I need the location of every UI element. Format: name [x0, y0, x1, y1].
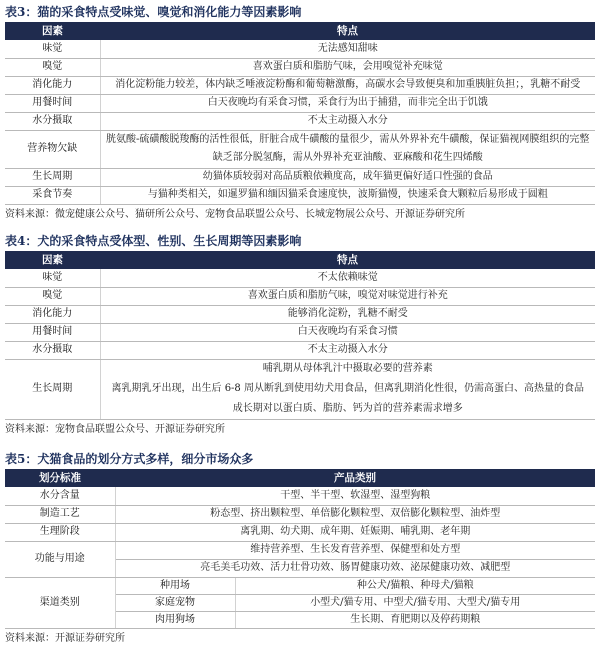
table-row: [5, 40, 595, 58]
factor-cell: 采食节奏: [5, 186, 100, 204]
table4: [5, 251, 595, 420]
channel-cell: 肉用狗场: [115, 611, 235, 628]
table5-source: 资料来源：开源证券研究所: [5, 632, 125, 644]
factor-cell: 味觉: [5, 269, 100, 287]
feature-cell: 与猫种类相关，如暹罗猫和缅因猫采食速度快，波斯猫慢，快速采食大颗粒后易形成于圆粗: [100, 186, 595, 204]
feature-cell: 喜欢蛋白质和脂肪气味，会用嗅觉补充味觉: [100, 58, 595, 76]
factor-cell: 生长周期: [5, 168, 100, 186]
table-row: [5, 577, 595, 594]
feature-cell: 白天夜晚均有采食习惯: [100, 323, 595, 341]
criterion-cell: 渠道类别: [5, 577, 115, 628]
category-cell: 离乳期、幼犬期、成年期、妊娠期、哺乳期、老年期: [115, 523, 595, 541]
table-row: [5, 541, 595, 559]
feature-cell: 幼猫体质较弱对高品质粮依赖度高，成年猫更偏好适口性强的食品: [100, 168, 595, 186]
feature-cell: 胱氨酸-硫磺酸脱羧酶的活性很低，肝脏合成牛磺酸的量很少，需从外界补充牛磺酸，保证猫视网膜组织的完整: [106, 133, 590, 145]
feature-cell: 离乳期乳牙出现，出生后 6-8 周从断乳到使用幼犬用食品，但离乳期消化性很，仍需高蛋白、高热量的食品: [111, 383, 584, 394]
factor-cell: 水分摄取: [5, 341, 100, 359]
factor-cell: 消化能力: [5, 76, 100, 94]
table5-header-category: 产品类别: [115, 469, 595, 487]
table4-section: [5, 232, 595, 438]
table-row: [5, 359, 595, 379]
feature-cell: 不太依赖味觉: [100, 269, 595, 287]
table4-header-factor: 因素: [5, 251, 100, 269]
criterion-cell: 制造工艺: [5, 505, 115, 523]
category-cell: 亮毛美毛功效、活力壮骨功效、肠胃健康功效、泌尿健康功效、减肥型: [115, 559, 595, 577]
table-row: [5, 505, 595, 523]
feature-cell: 成长期对以蛋白质、脂肪、钙为首的营养素需求增多: [100, 399, 595, 419]
feature-cell: 无法感知甜味: [100, 40, 595, 58]
category-cell: 粉态型、挤出颗粒型、单倍膨化颗粒型、双倍膨化颗粒型、油炸型: [115, 505, 595, 523]
channel-cell: 家庭宠物: [115, 594, 235, 611]
table3: [5, 22, 595, 205]
feature-cell: 缺乏部分脱氢酶，需从外界补充亚油酸、亚麻酸和花生四烯酸: [100, 149, 595, 168]
table-row: [5, 94, 595, 112]
factor-cell: 用餐时间: [5, 323, 100, 341]
table-row: [5, 287, 595, 305]
criterion-cell: 功能与用途: [5, 541, 115, 577]
factor-cell: 消化能力: [5, 305, 100, 323]
table4-header-row: [5, 251, 595, 269]
table3-header-feature: 特点: [100, 22, 595, 40]
table4-source: 资料来源：宠物食品联盟公众号、开源证券研究所: [5, 423, 225, 435]
factor-cell: 嗅觉: [5, 287, 100, 305]
category-cell: 小型犬/猫专用、中型犬/猫专用、大型犬/猫专用: [235, 594, 595, 611]
factor-cell: 水分摄取: [5, 112, 100, 130]
table-row: [5, 186, 595, 204]
table-row: [5, 269, 595, 287]
criterion-cell: 生理阶段: [5, 523, 115, 541]
factor-cell: 营养物欠缺: [5, 130, 100, 168]
feature-cell: 哺乳期从母体乳汁中摄取必要的营养素: [262, 363, 433, 375]
criterion-cell: 水分含量: [5, 487, 115, 505]
table-row: [5, 305, 595, 323]
table5-header-criterion: 划分标准: [5, 469, 115, 487]
table-row: [5, 168, 595, 186]
factor-cell: 用餐时间: [5, 94, 100, 112]
category-cell: 维持营养型、生长发育营养型、保健型和处方型: [115, 541, 595, 559]
feature-cell: 不太主动摄入水分: [100, 112, 595, 130]
table5-section: [5, 450, 595, 647]
channel-cell: 种用场: [115, 577, 235, 594]
feature-cell: 不太主动摄入水分: [100, 341, 595, 359]
factor-cell: 味觉: [5, 40, 100, 58]
table3-title: 表3：猫的采食特点受味觉、嗅觉和消化能力等因素影响: [5, 5, 302, 19]
category-cell: 干型、半干型、软湿型、湿型狗粮: [115, 487, 595, 505]
category-cell: 种公犬/猫粮、种母犬/猫粮: [235, 577, 595, 594]
feature-cell: 消化淀粉能力较差，体内缺乏唾液淀粉酶和葡萄糖激酶，高碳水会导致便臭和加重胰脏负担；，乳糖不耐受: [100, 76, 595, 94]
table4-header-feature: 特点: [100, 251, 595, 269]
table-row: [5, 487, 595, 505]
table5-header-row: [5, 469, 595, 487]
table-row: [5, 130, 595, 149]
table3-section: [5, 3, 595, 223]
table-row: [5, 58, 595, 76]
table3-header-factor: 因素: [5, 22, 100, 40]
feature-cell: 白天夜晚均有采食习惯，采食行为出于捕猎，而非完全出于饥饿: [100, 94, 595, 112]
feature-cell: 喜欢蛋白质和脂肪气味，嗅觉对味觉进行补充: [100, 287, 595, 305]
table3-source: 资料来源：微宠健康公众号、猫研所公众号、宠物食品联盟公众号、长城宠物展公众号、开源证券研究所: [5, 208, 465, 220]
table4-title: 表4：犬的采食特点受体型、性别、生长周期等因素影响: [5, 234, 302, 248]
category-cell: 生长期、育肥期以及停药期粮: [235, 611, 595, 628]
table-row: [5, 323, 595, 341]
table5-title: 表5：犬猫食品的划分方式多样，细分市场众多: [5, 452, 254, 466]
table-row: [5, 76, 595, 94]
feature-cell: 能够消化淀粉，乳糖不耐受: [100, 305, 595, 323]
table-row: [5, 341, 595, 359]
table5: [5, 469, 595, 629]
table3-header-row: [5, 22, 595, 40]
factor-cell: 嗅觉: [5, 58, 100, 76]
factor-cell: 生长周期: [5, 359, 100, 419]
table-row: [5, 523, 595, 541]
table-row: [5, 112, 595, 130]
